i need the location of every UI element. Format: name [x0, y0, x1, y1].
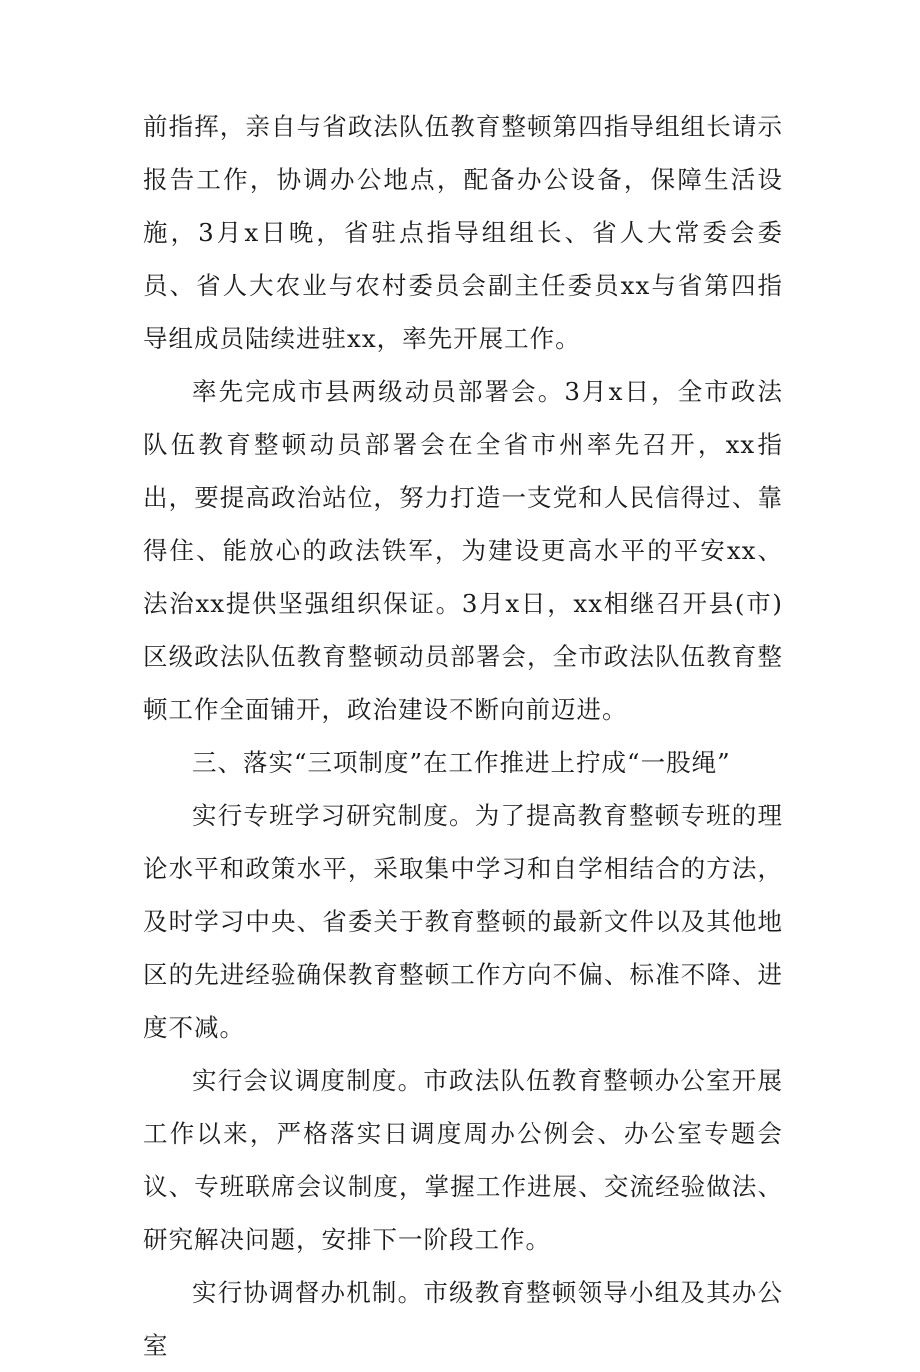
paragraph-study-system: 实行专班学习研究制度。为了提高教育整顿专班的理论水平和政策水平，采取集中学习和自学相结合的方法，及时学习中央、省委关于教育整顿的最新文件以及其他地区的先进经验确保教育整顿工作方向不偏、标准不降、进度不减。: [143, 801, 783, 1042]
paragraph-supervision-mechanism: 实行协调督办机制。市级教育整顿领导小组及其办公室: [143, 1278, 783, 1360]
document-body: [143, 100, 783, 1372]
paragraph-continued: 前指挥，亲自与省政法队伍教育整顿第四指导组组长请示报告工作，协调办公地点，配备办公设备，保障生活设施，3月x日晚，省驻点指导组组长、省人大常委会委员、省人大农业与农村委员会副主任委员xx与省第四指导组成员陆续进驻xx，率先开展工作。: [143, 112, 783, 353]
section-heading-three-systems: 三、落实“三项制度”在工作推进上拧成“一股绳”: [192, 748, 731, 777]
paragraph-meeting-system: 实行会议调度制度。市政法队伍教育整顿办公室开展工作以来，严格落实日调度周办公例会、办公室专题会议、专班联席会议制度，掌握工作进展、交流经验做法、研究解决问题，安排下一阶段工作。: [143, 1066, 783, 1254]
paragraph-mobilization-meetings: 率先完成市县两级动员部署会。3月x日，全市政法队伍教育整顿动员部署会在全省市州率先召开，xx指出，要提高政治站位，努力打造一支党和人民信得过、靠得住、能放心的政法铁军，为建设更高水平的平安xx、法治xx提供坚强组织保证。3月x日，xx相继召开县(市)区级政法队伍教育整顿动员部署会，全市政法队伍教育整顿工作全面铺开，政治建设不断向前迈进。: [143, 377, 783, 724]
